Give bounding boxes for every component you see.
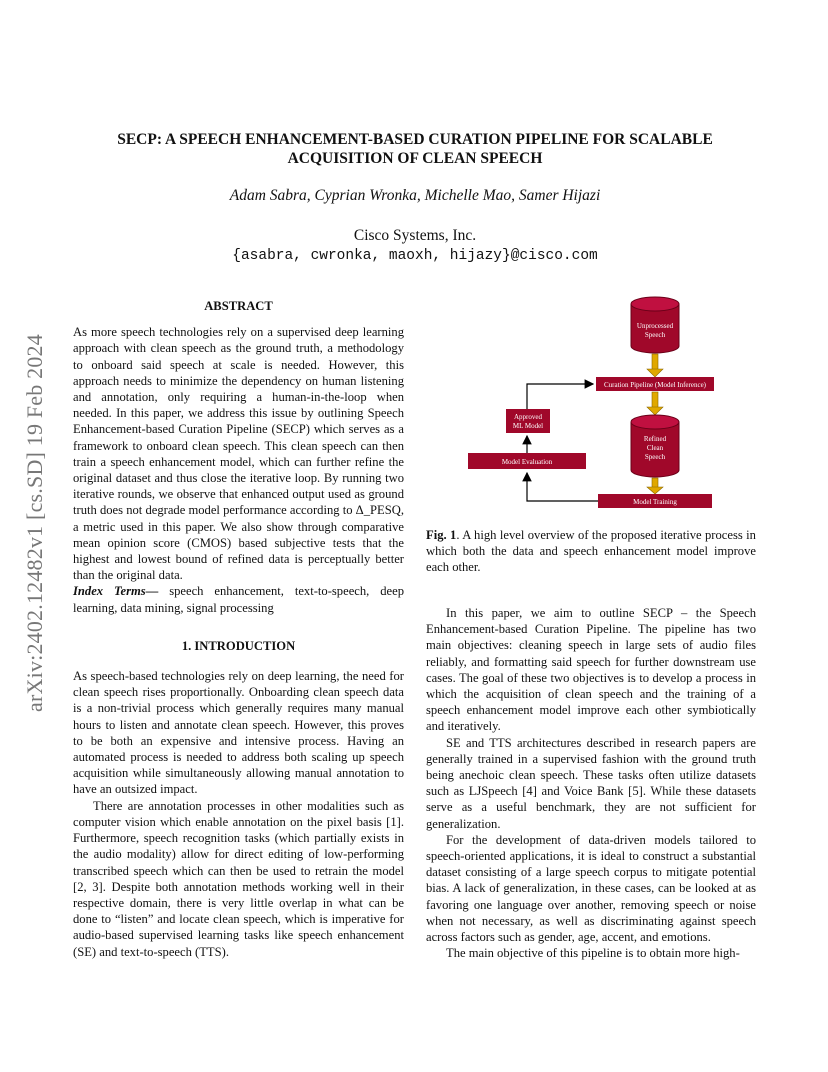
right-paragraph-2: SE and TTS architectures described in research papers are generally trained in a supervised fashion with the ground truth being anechoic clean speech. These tasks often utilize datasets such as LJSpeech [4] and Voice Bank [5]. While these datasets serve as a useful benchmark, they are not sufficient for generalization. xyxy=(426,735,756,831)
refined-speech-cylinder xyxy=(631,415,679,477)
figure-caption xyxy=(426,527,756,576)
title-line-2: ACQUISITION OF CLEAN SPEECH xyxy=(287,150,543,167)
paper-title xyxy=(80,130,750,168)
refined-label-2: Clean xyxy=(646,444,664,452)
index-terms-label: Index Terms— xyxy=(73,584,159,599)
affiliation-block xyxy=(80,226,750,266)
intro-heading: 1. INTRODUCTION xyxy=(181,638,296,653)
curation-pipeline-box xyxy=(596,377,714,391)
refined-label-1: Refined xyxy=(643,435,667,443)
training-to-evaluation-arrow xyxy=(527,473,598,501)
arrow-down-1 xyxy=(647,354,663,377)
approved-model-box xyxy=(506,409,550,433)
refined-label-3: Speech xyxy=(644,453,666,461)
right-paragraph-4: The main objective of this pipeline is to obtain more high- xyxy=(446,946,740,961)
pipeline-diagram xyxy=(426,290,756,520)
model-training-box xyxy=(598,494,712,508)
abstract-text: As more speech technologies rely on a supervised deep learning approach with clean speech as the ground truth, a methodology to onboard said speech at scale is needed. However, this approach needs to minimize the dependency on human listening and annotation, only requiring a human-in-the-loop when needed. In this paper, we address this issue by outlining Speech Enhancement-based Curation Pipeline (SECP) which serves as a framework to onboard clean speech. This clean speech can then train a speech enhancement model, which can further refine the original dataset and thus close the iterative loop. By running two iterative rounds, we observe that enhanced output used as ground truth does not degrade model performance according to Δ_PESQ, a metric used in this paper. We also show through comparative mean opinion score (CMOS) based subjective tests that the highest and lowest bound of refined data is perceptually better than the original data. xyxy=(73,325,404,583)
unprocessed-label-1: Unprocessed xyxy=(636,322,674,330)
model-evaluation-box xyxy=(468,453,586,469)
left-column xyxy=(73,298,404,960)
figure-caption-text: . A high level overview of the proposed iterative process in which both the data and speech enhancement model improve each other. xyxy=(426,528,756,575)
title-line-1: SECP: A SPEECH ENHANCEMENT-BASED CURATION PIPELINE FOR SCALABLE xyxy=(117,131,713,148)
arrow-down-3 xyxy=(647,478,663,494)
index-terms-text: speech enhancement, text-to-speech, deep learning, data mining, signal processing xyxy=(73,584,404,615)
intro-paragraph-1: As speech-based technologies rely on deep learning, the need for clean speech rises proportionally. Onboarding clean speech data is a non-trivial process which generally requires many manual hours to listen and annotate clean speech. However, this proves to be both an expensive and intensive process. Having an automated process is needed to address both scaling up speech acquisition while simultaneously allowing manual annotation to have an outsized impact. xyxy=(73,669,404,797)
training-label: Model Training xyxy=(633,498,677,506)
arrow-down-2 xyxy=(647,392,663,415)
figure-label: Fig. 1 xyxy=(426,528,457,542)
approved-to-curation-arrow xyxy=(527,384,593,409)
abstract-heading: ABSTRACT xyxy=(204,299,273,313)
intro-paragraph-2: There are annotation processes in other modalities such as computer vision which enable annotation on the pixel basis [1]. Furthermore, speech recognition tasks (which partially exists in the audio modality) allow for direct editing of low-performing transcribed speech which can then be used to retrain the model [2, 3]. Despite both annotation methods working well in their respective domain, there is very little overlap in what can be done to “listen” and locate clean speech, which is imperative for audio-based supervised learning tasks like speech enhancement (SE) and text-to-speech (TTS). xyxy=(73,798,404,959)
pipeline-figure xyxy=(426,290,756,520)
unprocessed-speech-cylinder xyxy=(631,297,679,353)
authors: Adam Sabra, Cyprian Wronka, Michelle Mao, Samer Hijazi xyxy=(229,187,601,204)
arxiv-identifier-text: arXiv:2402.12482v1 [cs.SD] 19 Feb 2024 xyxy=(22,334,47,712)
emails: {asabra, cwronka, maoxh, hijazy}@cisco.com xyxy=(232,248,598,264)
arxiv-identifier xyxy=(21,288,49,758)
evaluation-label: Model Evaluation xyxy=(501,458,553,466)
approved-label-1: Approved xyxy=(514,413,542,421)
index-terms xyxy=(73,583,404,615)
approved-label-2: ML Model xyxy=(512,422,544,430)
right-paragraph-3: For the development of data-driven models tailored to speech-oriented applications, it is ideal to construct a substantial dataset consisting of a large speech corpus to mitigate potential bias. A lack of generalization, in these cases, can be looked at as favoring one language over another, removing speech or noise when not necessary, as well as discriminating against speech across factors such as gender, age, accent, and emotions. xyxy=(426,832,756,945)
curation-label: Curation Pipeline (Model Inference) xyxy=(603,381,707,389)
right-column xyxy=(426,605,756,961)
unprocessed-label-2: Speech xyxy=(644,331,666,339)
right-paragraph-1: In this paper, we aim to outline SECP – the Speech Enhancement-based Curation Pipeline. The pipeline has two main objectives: cleaning speech in large sets of audio files reliably, and formatting said speech for further downstream use cases. The goal of these two objectives is to develop a process in which the acquisition of clean speech and the training of a speech enhancement model improve each other symbiotically and iteratively. xyxy=(426,606,756,734)
affiliation: Cisco Systems, Inc. xyxy=(353,227,477,244)
